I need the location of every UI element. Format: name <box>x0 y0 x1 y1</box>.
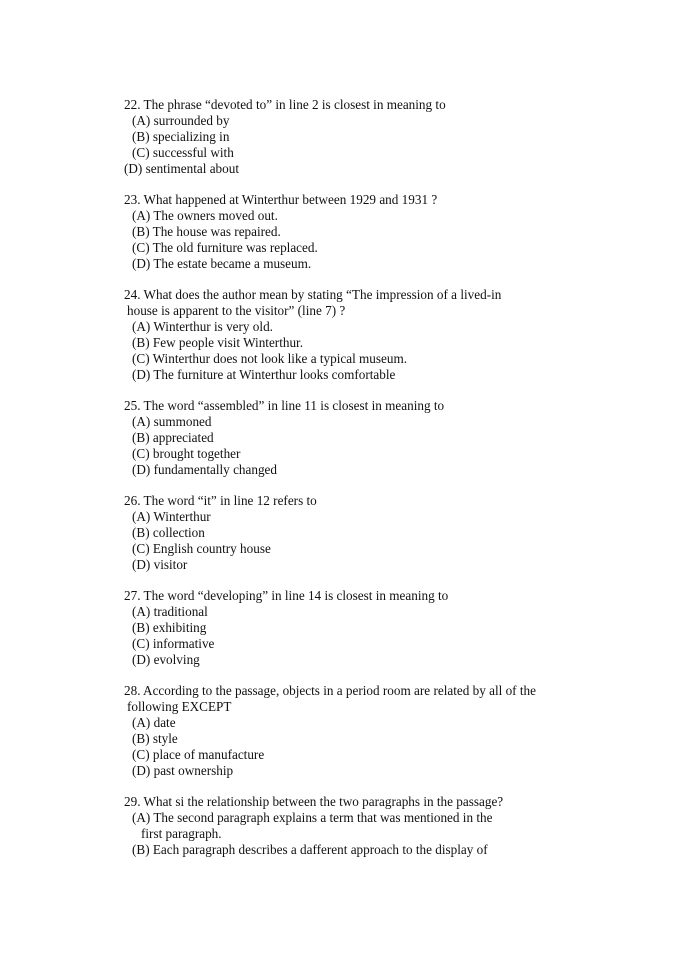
option-d: (D) visitor <box>132 557 188 572</box>
option-d: (D) past ownership <box>132 763 234 778</box>
option-a: (A) The second paragraph explains a term that was mentioned in the <box>132 810 493 825</box>
option-c: (C) The old furniture was replaced. <box>132 240 318 255</box>
question-sheet <box>124 97 644 873</box>
option-a: (A) date <box>132 715 176 730</box>
option-b: (B) appreciated <box>132 430 214 445</box>
option-a: (A) summoned <box>132 414 212 429</box>
question-25 <box>124 398 644 478</box>
question-24 <box>124 287 644 383</box>
question-23 <box>124 192 644 272</box>
option-a: (A) Winterthur is very old. <box>132 319 273 334</box>
option-c: (C) Winterthur does not look like a typical museum. <box>132 351 408 366</box>
option-c: (C) place of manufacture <box>132 747 265 762</box>
question-stem: 25. The word “assembled” in line 11 is closest in meaning to <box>124 398 445 413</box>
question-28 <box>124 683 644 779</box>
question-22 <box>124 97 644 177</box>
question-29 <box>124 794 644 858</box>
question-stem: 27. The word “developing” in line 14 is closest in meaning to <box>124 588 449 603</box>
question-stem-continued: house is apparent to the visitor” (line 7) ? <box>127 303 346 318</box>
option-b: (B) style <box>132 731 178 746</box>
option-b: (B) The house was repaired. <box>132 224 281 239</box>
option-b: (B) exhibiting <box>132 620 207 635</box>
question-stem: 28. According to the passage, objects in a period room are related by all of the <box>124 683 536 698</box>
option-c: (C) successful with <box>132 145 234 160</box>
option-a: (A) surrounded by <box>132 113 230 128</box>
option-d: (D) evolving <box>132 652 200 667</box>
question-stem: 29. What si the relationship between the two paragraphs in the passage? <box>124 794 504 809</box>
option-b: (B) collection <box>132 525 205 540</box>
option-b: (B) Few people visit Winterthur. <box>132 335 304 350</box>
option-c: (C) brought together <box>132 446 241 461</box>
option-c: (C) informative <box>132 636 215 651</box>
question-stem: 22. The phrase “devoted to” in line 2 is closest in meaning to <box>124 97 446 112</box>
option-d: (D) fundamentally changed <box>132 462 278 477</box>
question-stem: 24. What does the author mean by stating “The impression of a lived-in <box>124 287 502 302</box>
option-b: (B) Each paragraph describes a dafferent approach to the display of <box>132 842 488 857</box>
question-stem: 23. What happened at Winterthur between 1929 and 1931 ? <box>124 192 438 207</box>
question-27 <box>124 588 644 668</box>
option-d: (D) sentimental about <box>124 161 239 176</box>
option-b: (B) specializing in <box>132 129 230 144</box>
option-d: (D) The furniture at Winterthur looks comfortable <box>132 367 396 382</box>
question-stem-continued: following EXCEPT <box>127 699 232 714</box>
question-stem: 26. The word “it” in line 12 refers to <box>124 493 317 508</box>
option-a-continued: first paragraph. <box>141 826 222 841</box>
option-a: (A) traditional <box>132 604 208 619</box>
option-d: (D) The estate became a museum. <box>132 256 312 271</box>
option-a: (A) The owners moved out. <box>132 208 278 223</box>
question-26 <box>124 493 644 573</box>
option-a: (A) Winterthur <box>132 509 211 524</box>
option-c: (C) English country house <box>132 541 271 556</box>
